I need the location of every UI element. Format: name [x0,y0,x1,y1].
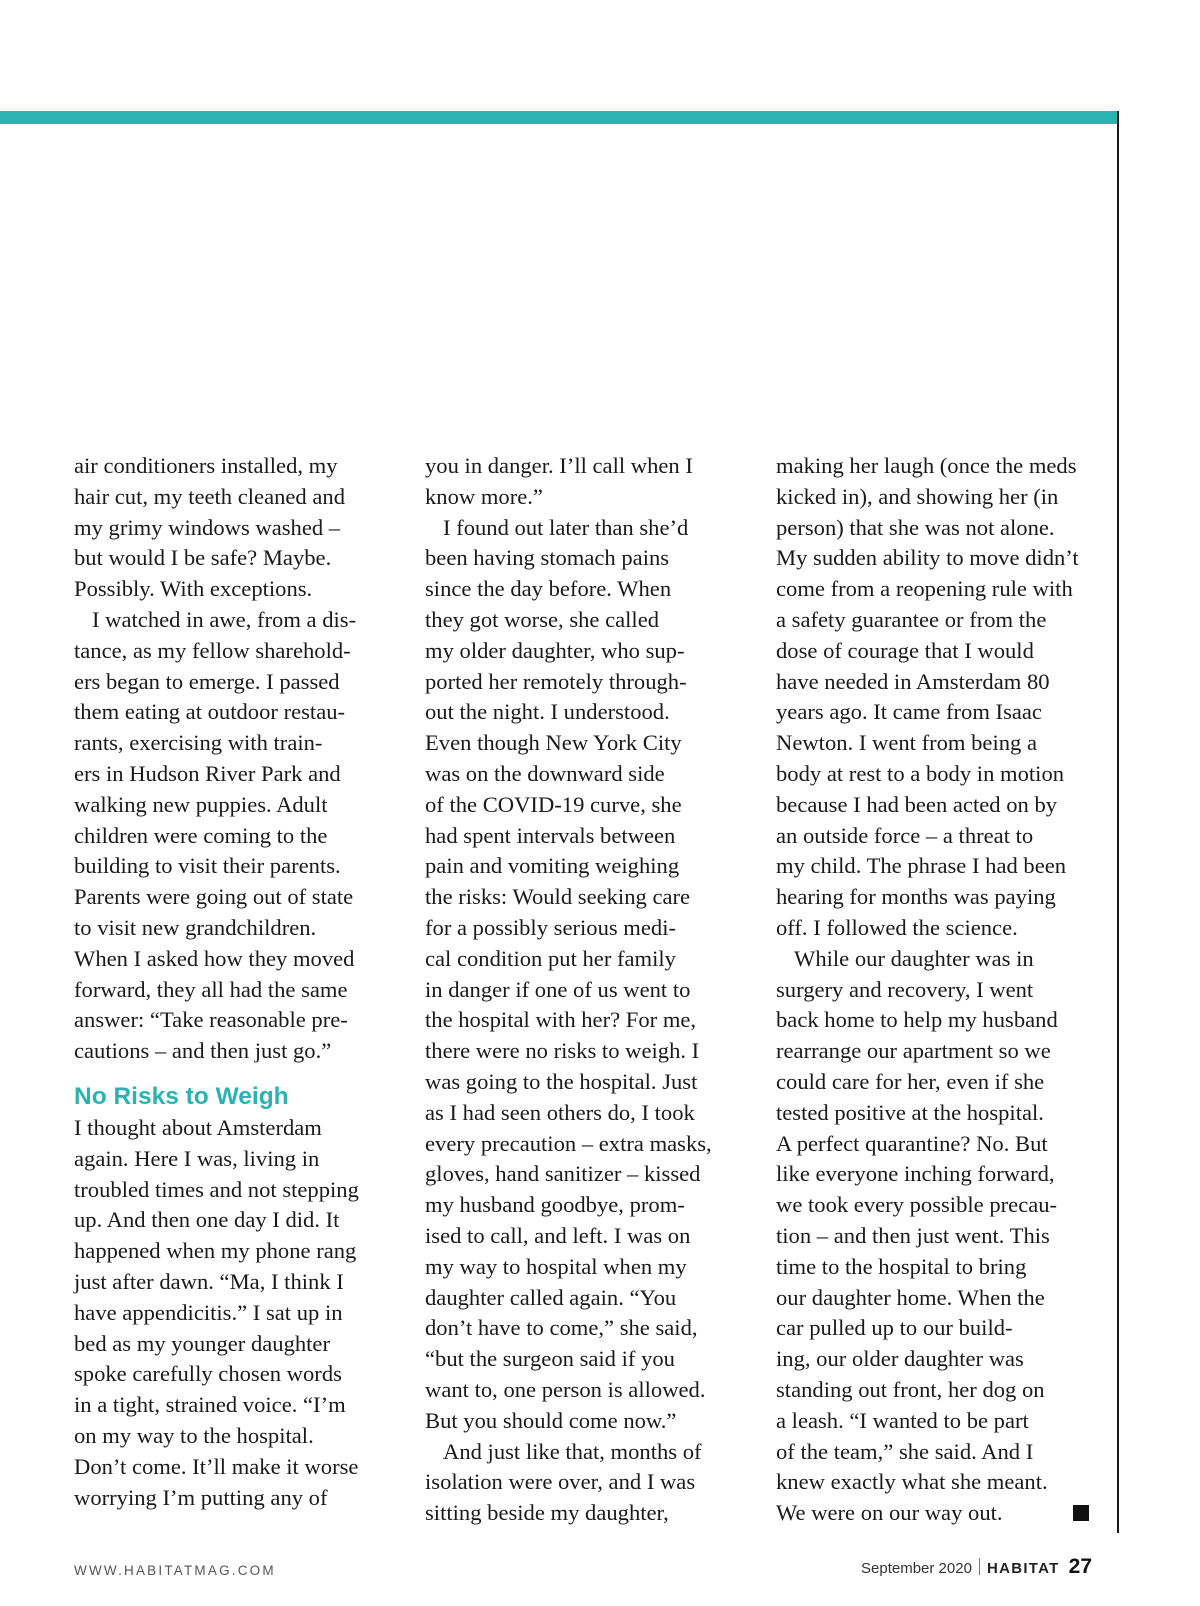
paragraph [776,451,1106,944]
text-line: daughter called again. “You [425,1284,677,1310]
paragraph [425,1437,750,1529]
text-line: forward, they all had the same [74,976,348,1002]
text-line: the risks: Would seeking care [425,884,691,910]
text-line: off. I followed the science. [776,914,1018,940]
text-line: pain and vomiting weighing [425,853,680,879]
text-line: out the night. I understood. [425,699,670,725]
paragraph [425,451,750,513]
text-line: as I had seen others do, I took [425,1099,695,1125]
text-line: because I had been acted on by [776,791,1058,817]
text-line: tance, as my fellow sharehold- [74,637,351,663]
text-line: happened when my phone rang [74,1238,357,1264]
text-line: come from a reopening rule with [776,576,1073,602]
text-line: worrying I’m putting any of [74,1484,328,1510]
text-line: but would I be safe? Maybe. [74,545,332,571]
text-line: on my way to the hospital. [74,1422,314,1448]
text-line: My sudden ability to move didn’t [776,545,1079,571]
text-line: the hospital with her? For me, [425,1007,697,1033]
footer-magazine-name: HABITAT [986,1560,1060,1577]
text-line: bed as my younger daughter [74,1330,330,1356]
text-line: rants, exercising with train- [74,730,323,756]
text-line: my older daughter, who sup- [425,637,685,663]
text-line: When I asked how they moved [74,945,355,971]
paragraph [425,513,750,1437]
text-line: body at rest to a body in motion [776,760,1065,786]
text-line: again. Here I was, living in [74,1145,320,1171]
text-line: And just like that, months of [443,1438,702,1464]
text-line: you in danger. I’ll call when I [425,453,693,478]
text-line: gloves, hand sanitizer – kissed [425,1161,701,1187]
text-line: been having stomach pains [425,545,670,571]
footer-divider [979,1558,980,1575]
text-line: surgery and recovery, I went [776,976,1034,1002]
text-line: in danger if one of us went to [425,976,691,1002]
text-line: But you should come now.” [425,1407,677,1433]
text-line: ers began to emerge. I passed [74,668,340,694]
right-vertical-rule [1117,111,1119,1533]
text-line: air conditioners installed, my [74,453,338,478]
text-line: they got worse, she called [425,606,660,632]
text-line: kicked in), and showing her (in [776,483,1059,509]
text-line: walking new puppies. Adult [74,791,328,817]
footer-date: September 2020 [861,1560,972,1577]
text-line: person) that she was not alone. [776,514,1055,540]
text-line: Don’t come. It’ll make it worse [74,1453,359,1479]
footer-website: WWW.HABITATMAG.COM [74,1563,276,1578]
text-line: to visit new grandchildren. [74,914,317,940]
text-line: knew exactly what she meant. [776,1469,1048,1495]
text-line: of the team,” she said. And I [776,1438,1034,1464]
text-line: tion – and then just went. This [776,1222,1050,1248]
text-line: cal condition put her family [425,945,676,971]
text-line: up. And then one day I did. It [74,1207,340,1233]
text-line: I watched in awe, from a dis- [92,606,357,632]
text-line: cautions – and then just go.” [74,1038,332,1064]
text-line: I found out later than she’d [443,514,689,540]
text-line: don’t have to come,” she said, [425,1315,698,1341]
text-line: children were coming to the [74,822,328,848]
text-line: my child. The phrase I had been [776,853,1067,879]
text-line: just after dawn. “Ma, I think I [74,1268,344,1294]
text-line: rearrange our apartment so we [776,1038,1051,1064]
text-line: spoke carefully chosen words [74,1361,342,1387]
text-line: there were no risks to weigh. I [425,1038,700,1064]
paragraph [74,451,399,605]
paragraph [776,944,1106,1529]
section-subhead: No Risks to Weigh [74,1082,289,1110]
text-line: an outside force – a threat to [776,822,1034,848]
text-line: my grimy windows washed – [74,514,341,540]
text-line: hair cut, my teeth cleaned and [74,483,346,509]
paragraph [74,605,399,1067]
text-line: for a possibly serious medi- [425,914,677,940]
text-line: hearing for months was paying [776,884,1056,910]
article-column-2 [425,451,750,1529]
text-line: Even though New York City [425,730,682,756]
text-line: ported her remotely through- [425,668,687,694]
text-line: a leash. “I wanted to be part [776,1407,1029,1433]
text-line: in a tight, strained voice. “I’m [74,1392,346,1418]
paragraph [74,1113,399,1513]
text-line: Newton. I went from being a [776,730,1038,756]
text-line: years ago. It came from Isaac [776,699,1042,725]
text-line: While our daughter was in [794,945,1034,971]
text-line: like everyone inching forward, [776,1161,1055,1187]
text-line: car pulled up to our build- [776,1315,1013,1341]
text-line: Possibly. With exceptions. [74,576,313,602]
text-line: since the day before. When [425,576,672,602]
text-line: them eating at outdoor restau- [74,699,346,725]
text-line: could care for her, even if she [776,1068,1045,1094]
text-line: back home to help my husband [776,1007,1058,1033]
text-line: Parents were going out of state [74,884,354,910]
text-line: time to the hospital to bring [776,1253,1027,1279]
text-line: tested positive at the hospital. [776,1099,1044,1125]
text-line: have needed in Amsterdam 80 [776,668,1050,694]
text-line: “but the surgeon said if you [425,1346,675,1372]
text-line: my way to hospital when my [425,1253,687,1279]
text-line: ers in Hudson River Park and [74,760,341,786]
text-line: We were on our way out. [776,1500,1003,1526]
footer-folio [861,1555,1092,1579]
text-line: troubled times and not stepping [74,1176,359,1202]
text-line: A perfect quarantine? No. But [776,1130,1048,1156]
text-line: want to, one person is allowed. [425,1376,706,1402]
text-line: standing out front, her dog on [776,1376,1045,1402]
text-line: we took every possible precau- [776,1192,1058,1218]
text-line: sitting beside my daughter, [425,1500,669,1526]
text-line: dose of courage that I would [776,637,1034,663]
text-line: of the COVID-19 curve, she [425,791,682,817]
top-accent-rule [0,111,1118,124]
end-of-article-square-icon [1073,1505,1089,1521]
text-line: answer: “Take reasonable pre- [74,1007,348,1033]
text-line: every precaution – extra masks, [425,1130,712,1156]
text-line: ing, our older daughter was [776,1346,1024,1372]
text-line: I thought about Amsterdam [74,1114,322,1140]
text-line: our daughter home. When the [776,1284,1045,1310]
text-line: making her laugh (once the meds [776,453,1077,478]
text-line: isolation were over, and I was [425,1469,696,1495]
text-line: was on the downward side [425,760,665,786]
article-column-1 [74,451,399,1513]
text-line: ised to call, and left. I was on [425,1222,691,1248]
text-line: a safety guarantee or from the [776,606,1047,632]
page-number: 27 [1068,1555,1092,1578]
text-line: was going to the hospital. Just [425,1068,698,1094]
text-line: have appendicitis.” I sat up in [74,1299,343,1325]
article-column-3 [776,451,1106,1529]
text-line: know more.” [425,483,543,509]
text-line: my husband goodbye, prom- [425,1192,685,1218]
text-line: had spent intervals between [425,822,676,848]
text-line: building to visit their parents. [74,853,341,879]
